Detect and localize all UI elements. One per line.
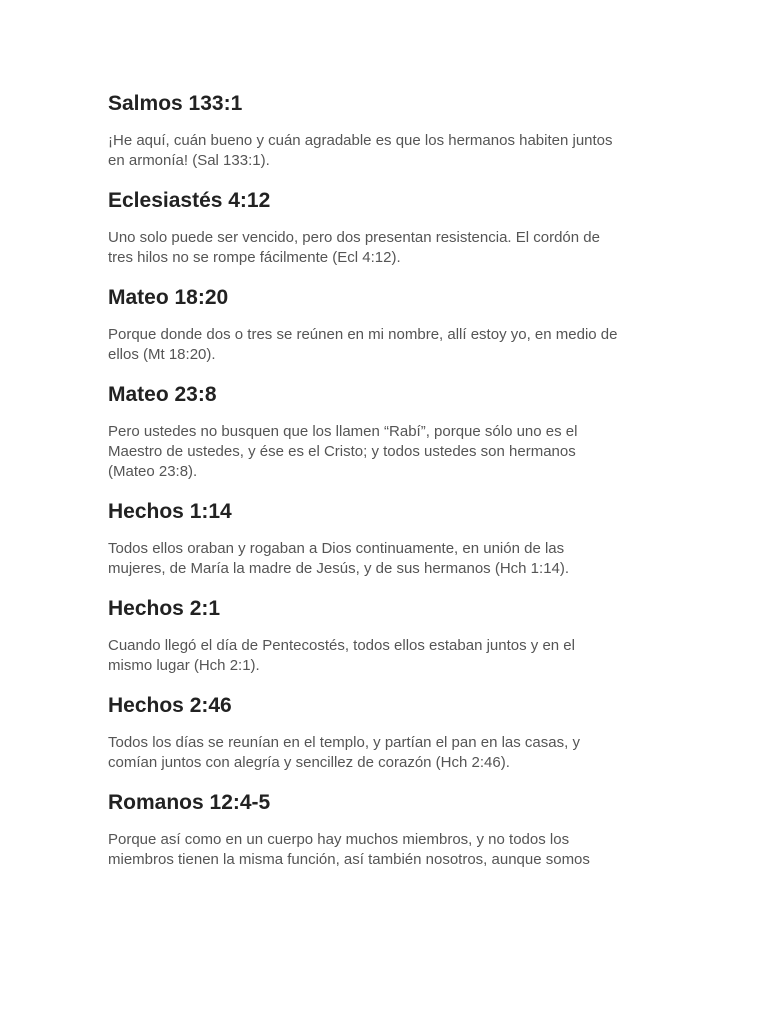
verse-text-line: Todos ellos oraban y rogaban a Dios continuamente, en unión de las [108,540,565,557]
verse-entry [108,692,688,773]
verse-entry [108,498,688,579]
verse-text [108,131,688,171]
verse-text-line: comían juntos con alegría y sencillez de corazón (Hch 2:46). [108,754,510,771]
verse-text [108,830,688,870]
verse-title: Hechos 2:46 [108,694,232,717]
verse-title: Mateo 18:20 [108,286,229,309]
verse-entry [108,381,688,482]
document-page [108,90,688,886]
verse-text [108,228,688,268]
verse-text-line: Porque donde dos o tres se reúnen en mi nombre, allí estoy yo, en medio de [108,326,618,343]
verse-text [108,733,688,773]
verse-title: Salmos 133:1 [108,92,243,115]
verse-title: Mateo 23:8 [108,383,217,406]
verse-text-line: ellos (Mt 18:20). [108,346,216,363]
verse-text-line: Uno solo puede ser vencido, pero dos presentan resistencia. El cordón de [108,229,600,246]
verse-text-line: ¡He aquí, cuán bueno y cuán agradable es que los hermanos habiten juntos [108,132,613,149]
verse-title: Hechos 1:14 [108,500,232,523]
verse-text-line: (Mateo 23:8). [108,463,198,480]
verse-entry [108,284,688,365]
verse-entry [108,789,688,870]
verse-text-line: Cuando llegó el día de Pentecostés, todos ellos estaban juntos y en el [108,637,575,654]
verse-title: Eclesiastés 4:12 [108,189,271,212]
verse-text-line: Maestro de ustedes, y ése es el Cristo; y todos ustedes son hermanos [108,443,576,460]
verse-text-line: miembros tienen la misma función, así también nosotros, aunque somos [108,851,590,868]
verse-text [108,539,688,579]
verse-text-line: tres hilos no se rompe fácilmente (Ecl 4:12). [108,249,401,266]
verse-entry [108,90,688,171]
verse-text-line: mujeres, de María la madre de Jesús, y de sus hermanos (Hch 1:14). [108,560,570,577]
verse-text-line: en armonía! (Sal 133:1). [108,152,270,169]
verse-entry [108,187,688,268]
verse-text [108,422,688,482]
verse-title: Romanos 12:4-5 [108,791,271,814]
verse-text [108,325,688,365]
verse-entry [108,595,688,676]
verse-title: Hechos 2:1 [108,597,221,620]
verse-text-line: mismo lugar (Hch 2:1). [108,657,260,674]
verse-text-line: Todos los días se reunían en el templo, y partían el pan en las casas, y [108,734,580,751]
verse-text-line: Pero ustedes no busquen que los llamen “Rabí”, porque sólo uno es el [108,423,578,440]
verse-text-line: Porque así como en un cuerpo hay muchos miembros, y no todos los [108,831,570,848]
verse-text [108,636,688,676]
